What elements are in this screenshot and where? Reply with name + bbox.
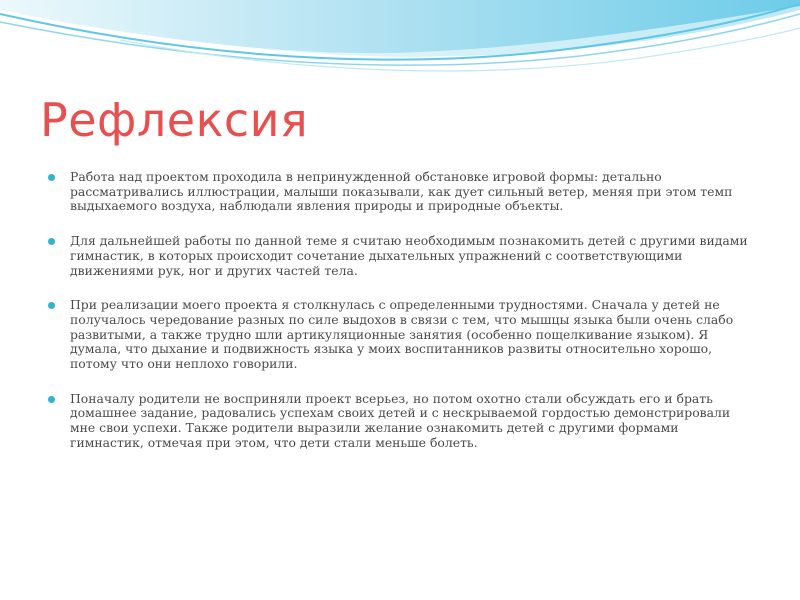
- bullet-dot-icon: [48, 174, 55, 181]
- bullet-dot-icon: [48, 302, 55, 309]
- bullet-text: Для дальнейшей работы по данной теме я считаю необходимым познакомить детей с другими видами гимнастик, в которых происходит сочетание дыхательных упражнений с соответствующими движениями рук, ног и других частей тела.: [70, 233, 748, 278]
- bullet-item: [48, 298, 748, 372]
- bullet-item: [48, 392, 748, 451]
- bullet-text: При реализации моего проекта я столкнулась с определенными трудностями. Сначала у детей не получалось чередование разных по силе выдохов в связи с тем, что мышцы языка были очень слабо развитыми, а также трудно шли артикуляционные занятия (особенно пощелкивание языком). Я думала, что дыхание и подвижность языка у моих воспитанников развиты относительно хорошо, потому что они неплохо говорили.: [70, 297, 734, 372]
- bullet-text: Работа над проектом проходила в непринужденной обстановке игровой формы: детально рассматривались иллюстрации, малыши показывали, как дует сильный ветер, меняя при этом темп выдыхаемого воздуха, наблюдали явления природы и природные объекты.: [70, 169, 733, 214]
- bullet-list: [48, 170, 748, 471]
- bullet-item: [48, 234, 748, 278]
- bullet-dot-icon: [48, 238, 55, 245]
- bullet-item: [48, 170, 748, 214]
- wave-decoration: [0, 0, 800, 80]
- bullet-text: Поначалу родители не восприняли проект всерьез, но потом охотно стали обсуждать его и брать домашнее задание, радовались успехам своих детей и с нескрываемой гордостью демонстрировали мне свои успехи. Также родители выразили желание ознакомить детей с другими формами гимнастик, отмечая при этом, что дети стали меньше болеть.: [70, 390, 731, 450]
- bullet-dot-icon: [48, 396, 55, 403]
- slide-title: Рефлексия: [40, 93, 309, 147]
